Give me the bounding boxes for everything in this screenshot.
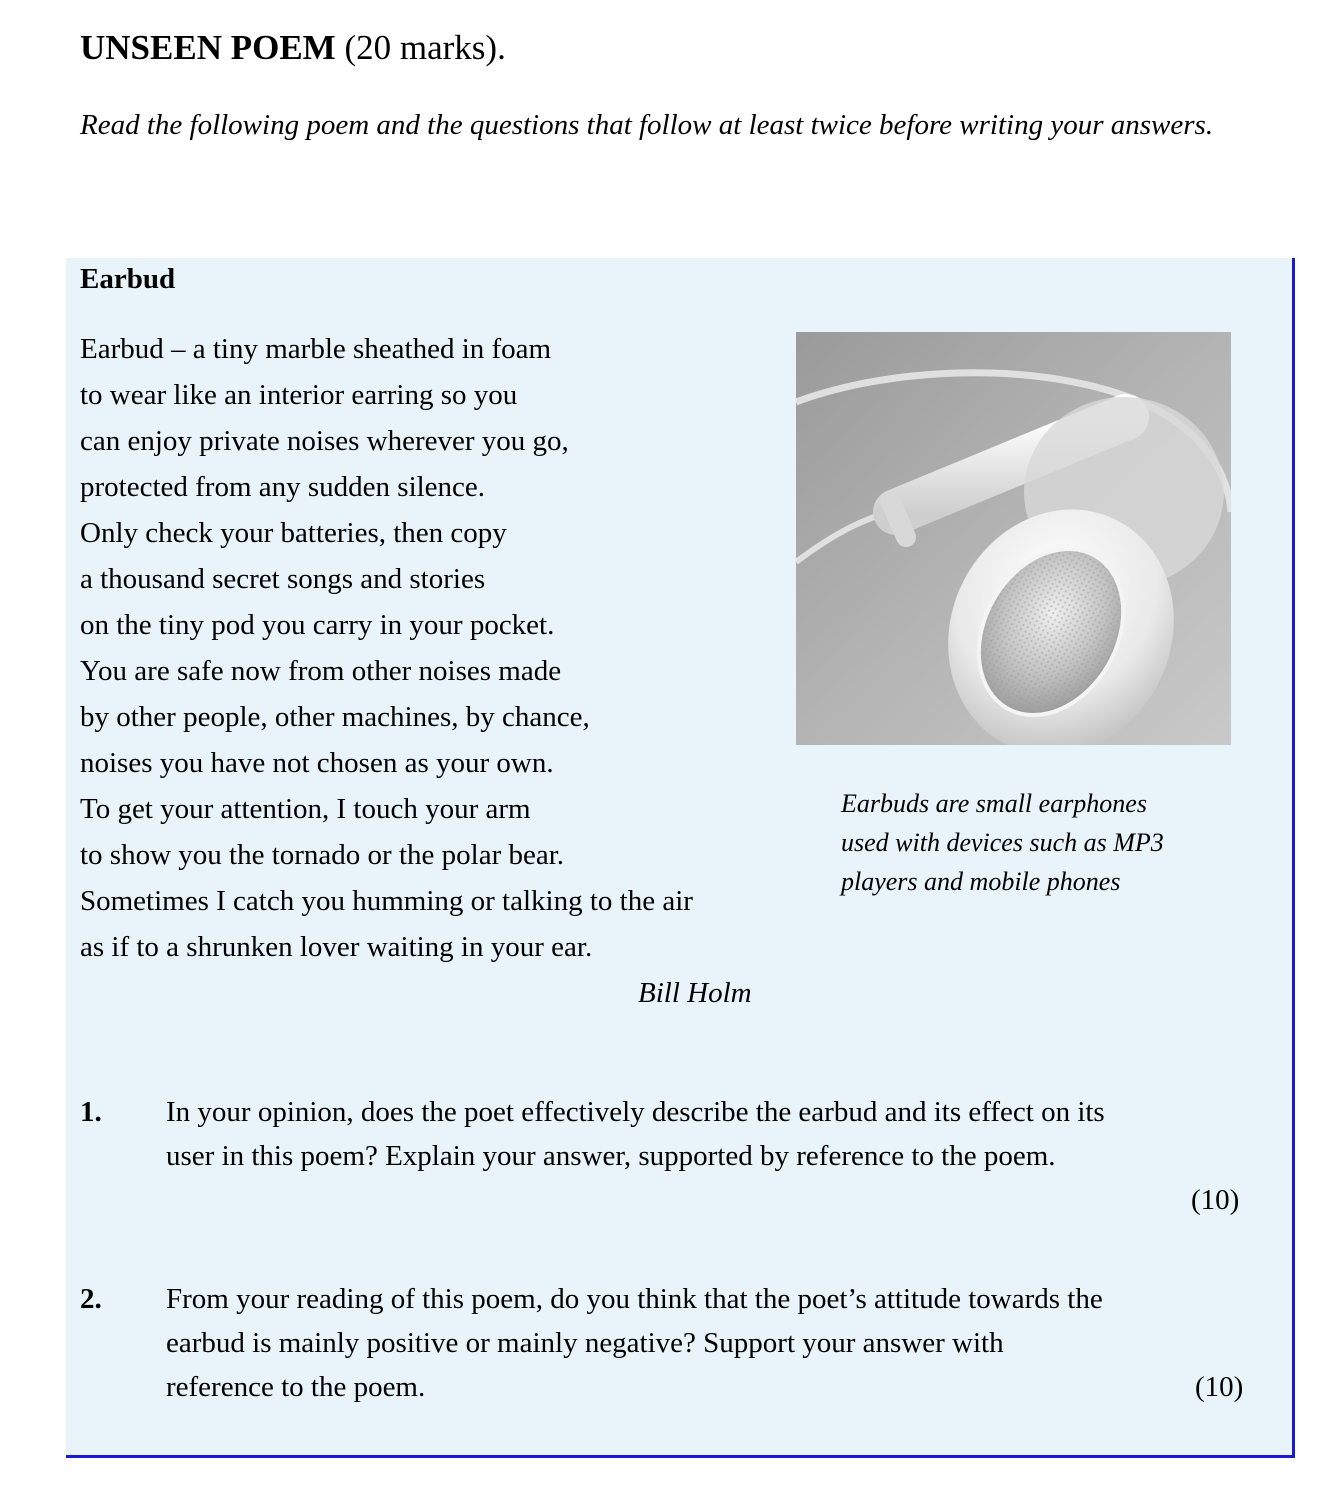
question-2-text [166, 1277, 1103, 1409]
question-line: earbud is mainly positive or mainly negative? Support your answer with [166, 1327, 1004, 1359]
question-line: In your opinion, does the poet effectively describe the earbud and its effect on its [166, 1096, 1105, 1128]
photo-caption [841, 784, 1241, 901]
caption-line: used with devices such as MP3 [841, 828, 1164, 857]
poem-body [80, 326, 693, 970]
caption-line: Earbuds are small earphones [841, 789, 1147, 818]
poem-line: noises you have not chosen as your own. [80, 747, 554, 779]
question-line: user in this poem? Explain your answer, supported by reference to the poem. [166, 1140, 1056, 1172]
poem-line: protected from any sudden silence. [80, 471, 486, 503]
poem-line: Only check your batteries, then copy [80, 517, 507, 549]
caption-line: players and mobile phones [841, 867, 1121, 896]
poem-line: You are safe now from other noises made [80, 655, 562, 687]
question-line: reference to the poem. [166, 1371, 426, 1403]
poem-line: a thousand secret songs and stories [80, 563, 486, 595]
instruction-text: Read the following poem and the questions that follow at least twice before writing your answers. [80, 109, 1214, 141]
poem-line: can enjoy private noises wherever you go, [80, 425, 569, 457]
poem-line: as if to a shrunken lover waiting in your ear. [80, 931, 593, 963]
question-line: From your reading of this poem, do you think that the poet’s attitude towards the [166, 1283, 1103, 1315]
question-2-marks: (10) [1195, 1371, 1244, 1403]
earbud-photo [796, 332, 1231, 745]
poem-line: on the tiny pod you carry in your pocket. [80, 609, 555, 641]
question-1-marks: (10) [1191, 1184, 1240, 1216]
poem-line: Sometimes I catch you humming or talking to the air [80, 885, 693, 917]
heading-title: UNSEEN POEM [80, 28, 336, 67]
heading-marks: (20 marks). [344, 28, 506, 67]
poem-line: to show you the tornado or the polar bear. [80, 839, 565, 871]
poem-line: To get your attention, I touch your arm [80, 793, 531, 825]
question-1-text [166, 1090, 1105, 1178]
question-2-number: 2. [80, 1283, 102, 1315]
page-heading [80, 26, 506, 70]
poem-author: Bill Holm [638, 977, 752, 1009]
question-1-number: 1. [80, 1096, 102, 1128]
poem-line: Earbud – a tiny marble sheathed in foam [80, 333, 552, 365]
poem-line: to wear like an interior earring so you [80, 379, 518, 411]
poem-line: by other people, other machines, by chance, [80, 701, 590, 733]
poem-title: Earbud [80, 263, 176, 295]
